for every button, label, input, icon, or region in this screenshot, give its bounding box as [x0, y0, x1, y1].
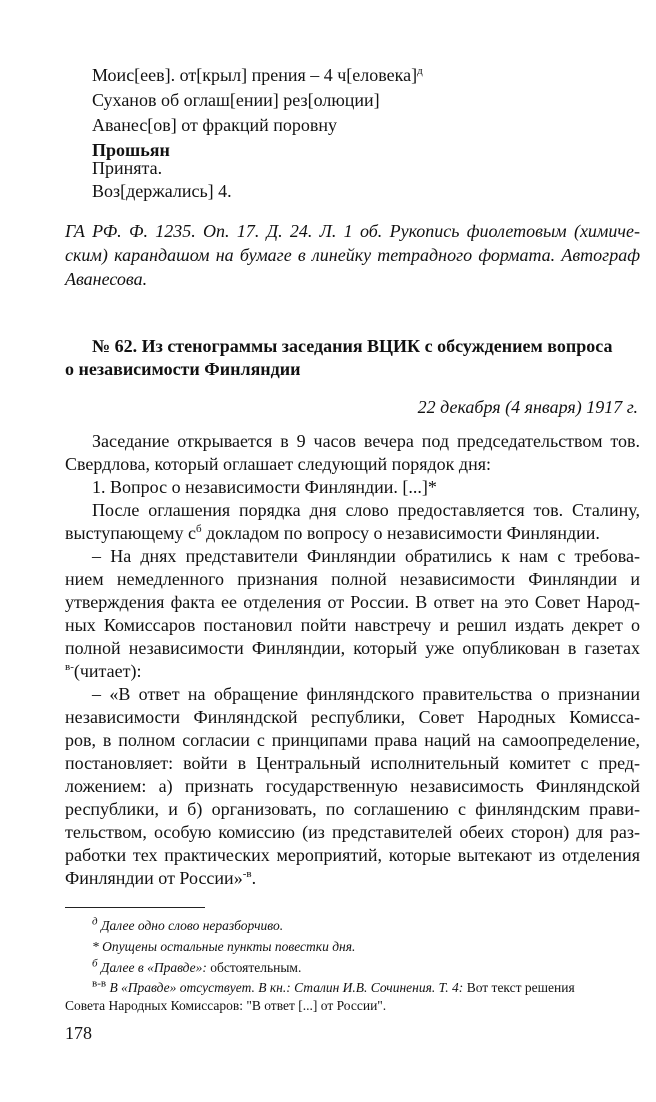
body-line: республики, и б) организовать, по соглашению с финляндским прави- [65, 799, 640, 819]
footnote-marker: -в [242, 868, 252, 880]
body-line: – На днях представители Финляндии обратились к нам с требова- [92, 546, 640, 566]
archive-note-line-2: ским) карандашом на бумаге в линейку тетрадного формата. Автограф [65, 245, 640, 265]
protocol-line-2: Суханов об оглаш[ении] рез[олюции] [92, 90, 380, 110]
body-line: Заседание открывается в 9 часов вечера под председательством тов. [92, 431, 640, 451]
archive-note-line-1: ГА РФ. Ф. 1235. Оп. 17. Д. 24. Л. 1 об. Рукопись фиолетовым (химиче- [65, 221, 640, 241]
protocol-speaker: Прошьян [92, 140, 170, 160]
body-line: постановляет: войти в Центральный исполнительный комитет с пред- [65, 753, 640, 773]
footnote-marker: в- [65, 661, 74, 673]
body-line: работки тех практических мероприятий, которые вытекают из отделения [65, 845, 640, 865]
body-line: утверждения факта ее отделения от России. В ответ на это Совет Народ- [65, 592, 640, 612]
footnote-divider [65, 907, 205, 908]
body-line: нием немедленного признания полной независимости Финляндии и [65, 569, 640, 589]
document-title-line-1: № 62. Из стенограммы заседания ВЦИК с обсуждением вопроса [92, 336, 613, 356]
body-line: ных Комиссаров постановил пойти навстречу и решил издать декрет о [65, 615, 640, 635]
footnote: $^б$ Далее в «Правде»: обстоятельным. [92, 957, 302, 975]
body-line: выступающему $с^б$ докладом по вопросу о независимости Финляндии. [65, 523, 600, 543]
body-line: независимости Финляндской республики, Совет Народных Комиссa- [65, 707, 640, 727]
body-line: 1. Вопрос о независимости Финляндии. [...]* [92, 477, 437, 497]
body-line: После оглашения порядка дня слово предоставляется тов. Сталину, [92, 500, 640, 520]
body-line: полной независимости Финляндии, который уже опубликован в газетах [65, 638, 640, 658]
protocol-line-5: Принята. [92, 158, 163, 178]
footnote: * Опущены остальные пункты повестки дня. [92, 939, 356, 954]
protocol-line-3: Аванес[ов] от фракций поровну [92, 115, 337, 135]
archive-note-line-3: Аванесова. [65, 269, 148, 289]
document-title-line-2: о независимости Финляндии [65, 359, 301, 379]
body-line: $^{в-}$(читает): [65, 661, 142, 681]
body-line: Свердлова, который оглашает следующий порядок дня: [65, 454, 491, 474]
document-date: 22 декабря (4 января) 1917 г. [417, 397, 638, 417]
footnote-marker: д [417, 65, 423, 77]
protocol-line-6: Воз[держались] 4. [92, 181, 232, 201]
protocol-line-1: Моис[еев]. от[крыл] прения – 4 ч[еловека]$^д$ [92, 65, 423, 85]
body-line: – «В ответ на обращение финляндского правительства о признании [92, 684, 640, 704]
footnote: $^{в-в}$ В «Правде» отсуствует. В кн.: Сталин И.В. Сочинения. Т. 4: Вот текст решения [92, 977, 575, 995]
page-number: 178 [65, 1023, 92, 1043]
body-line: Финляндии от России»$^{-в}$. [65, 868, 257, 888]
footnote-marker: б [196, 523, 202, 535]
footnote-continuation: Совета Народных Комиссаров: "В ответ [...] от России". [65, 998, 387, 1013]
body-line: ложением: а) признать государственную независимость Финляндской [65, 776, 640, 796]
body-line: тельством, особую комиссию (из представителей обеих сторон) для раз- [65, 822, 640, 842]
footnote: $^д$ Далее одно слово неразборчиво. [92, 915, 284, 933]
body-line: ров, в полном согласии с принципами права наций на самоопределение, [65, 730, 640, 750]
